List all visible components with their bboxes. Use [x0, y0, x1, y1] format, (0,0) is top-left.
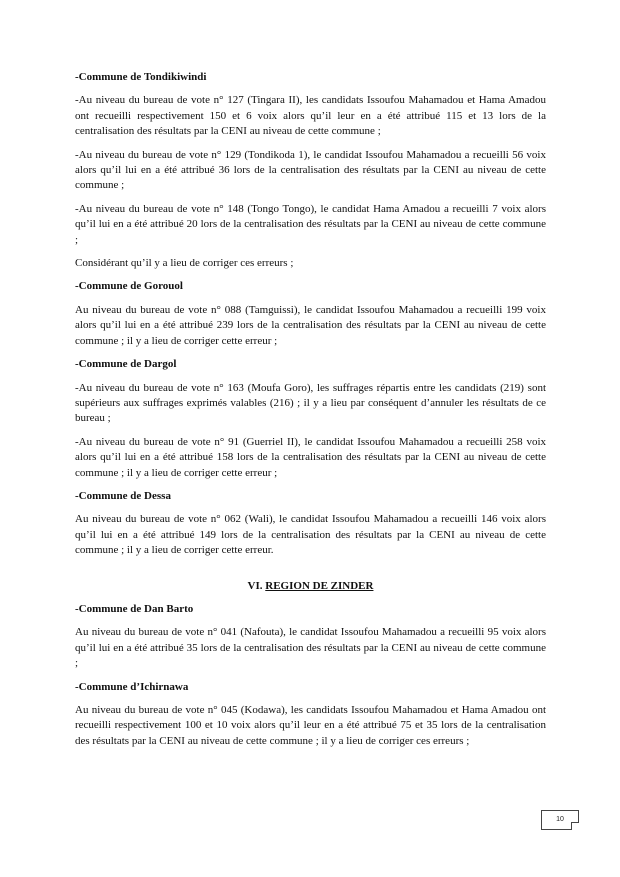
page-number: 10 — [556, 816, 564, 823]
region-title: REGION DE ZINDER — [265, 579, 374, 592]
region-heading — [75, 579, 546, 594]
paragraph: -Au niveau du bureau de vote n° 127 (Tingara II), les candidats Issoufou Mahamadou et Hama Amadou ont recueilli respectivement 150 et 6 voix alors qu’il leur en a été attribué 115 et 13 lors de la centralisation des résultats par la CENI au niveau de cette commune ; — [75, 94, 546, 138]
section-heading-dan-barto: -Commune de Dan Barto — [75, 602, 194, 615]
page-number-box — [541, 810, 579, 830]
paragraph: Au niveau du bureau de vote n° 062 (Wali), le candidat Issoufou Mahamadou a recueilli 146 voix alors qu’il lui en a été attribué 149 lors de la centralisation des résultats par la CENI au niveau de cette commune ; il y a lieu de corriger cette erreur. — [75, 513, 546, 557]
paragraph: -Au niveau du bureau de vote n° 91 (Guerriel II), le candidat Issoufou Mahamadou a recueilli 258 voix alors qu’il lui en a été attribué 158 lors de la centralisation des résultats par la CENI au niveau de cette commune ; il y a lieu de corriger cette erreur ; — [75, 435, 546, 479]
paragraph: Au niveau du bureau de vote n° 088 (Tamguissi), le candidat Issoufou Mahamadou a recueilli 199 voix alors qu’il lui en a été attribué 239 lors de la centralisation des résultats par la CENI au niveau de cette commune ; il y a lieu de corriger cette erreur ; — [75, 303, 546, 347]
section-heading-gorouol: -Commune de Gorouol — [75, 280, 183, 293]
paragraph: Au niveau du bureau de vote n° 041 (Nafouta), le candidat Issoufou Mahamadou a recueilli 95 voix alors qu’il lui en a été attribué 35 lors de la centralisation des résultats par la CENI au niveau de cette commune ; — [75, 626, 546, 670]
paragraph: -Au niveau du bureau de vote n° 129 (Tondikoda 1), le candidat Issoufou Mahamadou a recueilli 56 voix alors qu’il lui en a été attribué 36 lors de la centralisation des résultats par la CENI au niveau de cette commune ; — [75, 148, 546, 192]
section-heading-tondikiwindi: -Commune de Tondikiwindi — [75, 71, 207, 83]
region-number: VI. — [247, 579, 263, 592]
page-fold-icon — [571, 822, 579, 830]
section-heading-ichirnawa: -Commune d’Ichirnawa — [75, 680, 189, 693]
paragraph: Considérant qu’il y a lieu de corriger ces erreurs ; — [75, 257, 294, 270]
section-heading-dessa: -Commune de Dessa — [75, 489, 171, 502]
paragraph: -Au niveau du bureau de vote n° 163 (Moufa Goro), les suffrages répartis entre les candidats (219) sont supérieurs aux suffrages exprimés valables (216) ; il y a lieu par conséquent d’annuler les résultats de ce bureau ; — [75, 381, 546, 425]
paragraph: Au niveau du bureau de vote n° 045 (Kodawa), les candidats Issoufou Mahamadou et Hama Amadou ont recueilli respectivement 100 et 10 voix alors qu’il leur en a été attribué 75 et 35 lors de la centralisation des résultats par la CENI au niveau de cette commune ; il y a lieu de corriger ces erreurs ; — [75, 704, 546, 747]
paragraph: -Au niveau du bureau de vote n° 148 (Tongo Tongo), le candidat Hama Amadou a recueilli 7 voix alors qu’il lui en a été attribué 20 lors de la centralisation des résultats par la CENI au niveau de cette commune ; — [75, 202, 546, 246]
page-content — [75, 70, 546, 749]
section-heading-dargol: -Commune de Dargol — [75, 358, 177, 371]
